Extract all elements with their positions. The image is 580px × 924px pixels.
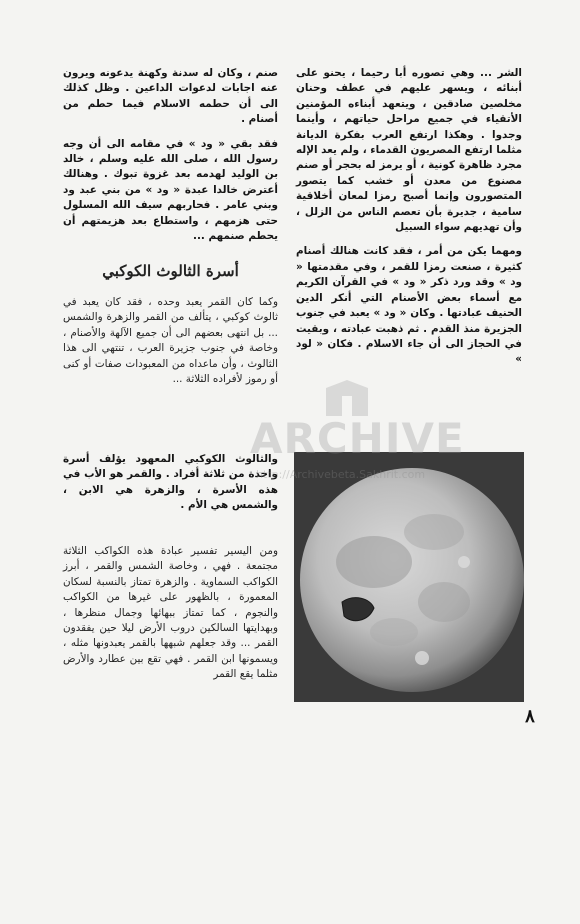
left-paragraph-3: وكما كان القمر يعبد وحده ، فقد كان يعبد في ثالوث كوكبي ، يتألف من القمر والزهرة والشمس ... بل انتهى بعضهم الى أن جميع الآلهة والأصنام ، وخاصة في جنوب جزيرة العرب ، تنتهي الى هذا الثالوث ، وأن ماعداه من المعبودات صفات أو كنى أو رموز لأفراده الثلاثة ...: [63, 296, 278, 386]
left-paragraph-4: والثالوث الكوكبي المعهود يؤلف أسرة واحدة من ثلاثة أفراد . والقمر هو الأب في هذه الأسرة ، والزهرة هي الابن ، والشمس هي الأم .: [63, 453, 278, 512]
left-column-top: [63, 66, 278, 244]
left-paragraph-2: فقد بقي « ود » في مقامه الى أن وجه رسول الله ، صلى الله عليه وسلم ، خالد بن الوليد لهدمه بعد غزوة تبوك . وهنالك أعترض خالدا عبدة « ود » من بني عبد ود وبني عامر . فحاربهم سيف الله المسلول حتى هزمهم ، واستطاع بعد هزيمتهم أن يحطم صنمهم ...: [63, 137, 278, 243]
left-paragraph-1: صنم ، وكان له سدنة وكهنة يدعونه ويرون عنه اجابات لدعوات الداعين . وظل كذلك الى أن حطمه الاسلام فيما حطم من أصنام .: [63, 67, 278, 126]
moon-image: [294, 452, 524, 702]
left-column-bottom: [63, 544, 278, 683]
left-column-emphasis: [63, 452, 278, 514]
right-column: [296, 66, 522, 368]
archive-logo-icon: [322, 378, 372, 420]
watermark-url: http://Archivebeta.Sakhrit.com: [256, 468, 426, 481]
right-paragraph-2: ومهما يكن من أمر ، فقد كانت هنالك أصنام كثيرة ، صنعت رمزا للقمر ، وفي مقدمتها « ود » وقد ورد ذكر « ود » في القرآن الكريم مع أسماء بعض الأصنام التي أنكر الدين الحنيف عبادتها . وكان « ود » يعبد في جنوب الجزيرة منذ القدم . ثم ذهبت عبادته ، وبقيت في الحجاز الى أن جاء الاسلام . فكان « لود »: [296, 245, 522, 366]
right-paragraph-1: الشر ... وهي تصوره أبا رحيما ، يحنو على أبنائه ، ويسهر عليهم في عطف وحنان مخلصين صادقين ، ويتعهد أبناءه المؤمنين الأتقياء في جميع مراحل حياتهم ، وأينما وجدوا . وهكذا ارتفع العرب بفكرة الديانة مثلما ارتفع المصريون القدماء ، ولم يعد الإله مجرد ظاهرة كونية ، أو يرمز له بحجر أو صنم مصنوع من معدن أو خشب كما يتصور المتصورون وإنما أصبح رمزا لمعان أخلاقية سامية ، جديرة بأن تعصم الناس من الزلل ، وأن تهديهم سواء السبيل: [296, 67, 522, 234]
left-column-middle: [63, 295, 278, 387]
moon-photo: [294, 452, 524, 702]
section-heading: أسرة الثالوث الكوكبي: [102, 262, 239, 280]
left-paragraph-5: ومن اليسير تفسير عبادة هذه الكواكب الثلاثة مجتمعة . فهي ، وخاصة الشمس والقمر ، أبرز الكواكب السماوية . والزهرة تمتاز بالنسبة لسكان المعمورة ، بالظهور على غيرها من الكواكب والنجوم ، كما تمتاز ببهائها وجمال منظرها ، وبهدايتها السالكين دروب الأرض ليلا حين يفقدون القمر ... وقد جعلهم شبهها بالقمر يعبدونها مثله ، ويسمونها ابن القمر . فهي تقع بين عطارد والأرض مثلما يقع القمر: [63, 545, 278, 681]
watermark-brand: ARCHIVE: [250, 414, 465, 463]
page-number: ٨: [525, 706, 535, 727]
